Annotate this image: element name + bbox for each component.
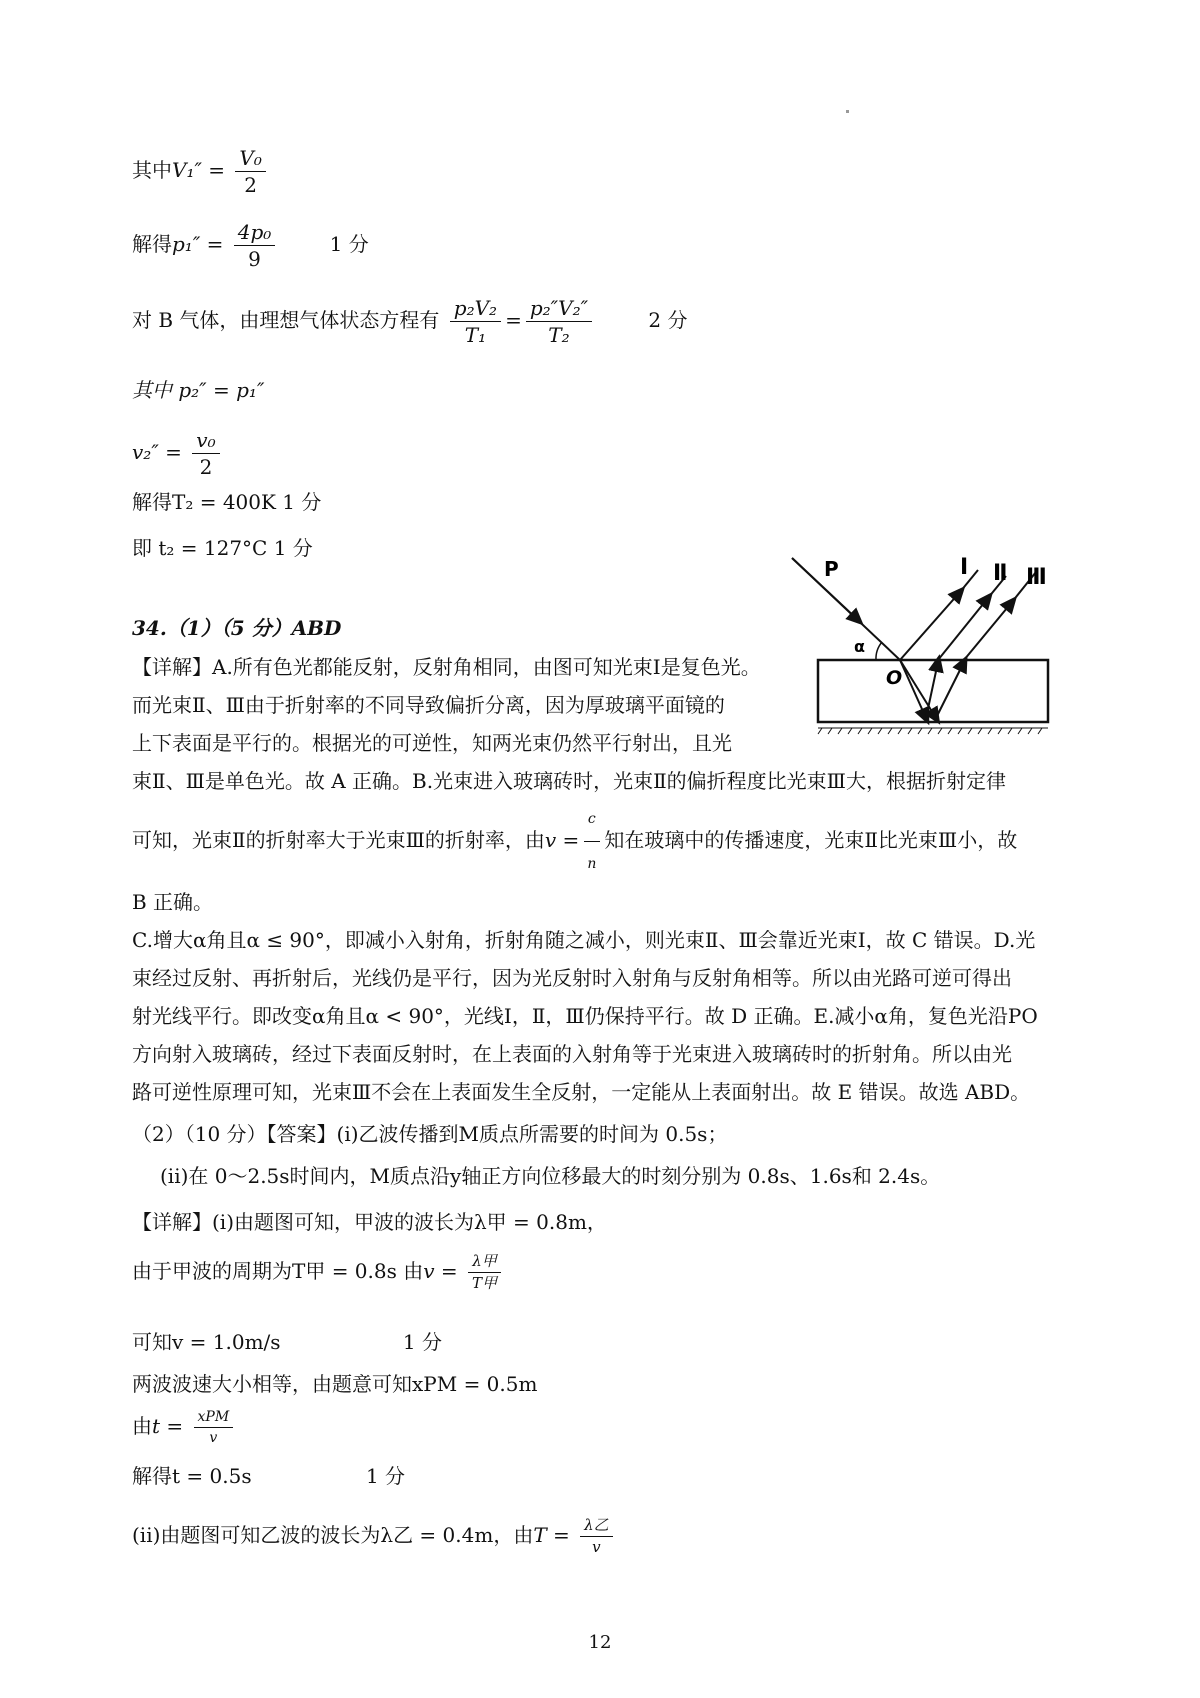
math-lhs: p₁″ = bbox=[172, 232, 224, 256]
part2-detail-4: 两波波速大小相等，由题意可知xPM = 0.5m bbox=[132, 1372, 538, 1396]
fraction bbox=[468, 1254, 501, 1291]
label-alpha: α bbox=[854, 637, 865, 656]
denominator: 2 bbox=[199, 455, 213, 479]
math-v: v = bbox=[544, 828, 580, 852]
page-number: 12 bbox=[588, 1632, 612, 1653]
q34-detail-full bbox=[132, 762, 1072, 1111]
part2-detail-6 bbox=[132, 1466, 405, 1486]
light-refraction-figure bbox=[788, 548, 1068, 748]
detail-line: 【详解】A.所有色光都能反射，反射角相同，由图可知光束I是复色光。 bbox=[132, 655, 761, 679]
fraction bbox=[192, 430, 219, 477]
fraction bbox=[235, 148, 265, 195]
equation-ideal-gas bbox=[132, 298, 688, 345]
numerator: λ甲 bbox=[468, 1254, 501, 1273]
ray-3 bbox=[964, 602, 1012, 660]
text: 解得t = 0.5s bbox=[132, 1464, 252, 1488]
detail-line: 束经过反射、再折射后，光线仍是平行，因为光反射时入射角与反射角相等。所以由光路可逆可得出 bbox=[132, 966, 1012, 990]
equation-p2: 其中 p₂″ = p₁″ bbox=[132, 378, 265, 402]
numerator: c bbox=[584, 800, 600, 842]
math-lhs: V₁″ = bbox=[172, 158, 226, 182]
alpha-arc bbox=[876, 642, 882, 660]
label-beam-2: Ⅱ bbox=[993, 561, 1008, 586]
score: 1 分 bbox=[329, 232, 369, 256]
text: (ii)由题图可知乙波的波长为λ乙 = 0.4m，由 bbox=[132, 1523, 534, 1547]
denominator: v bbox=[592, 1538, 601, 1556]
equation-v2 bbox=[132, 430, 224, 477]
stray-mark bbox=[846, 110, 849, 113]
part2-detail-2 bbox=[132, 1254, 505, 1291]
detail-line: 射光线平行。即改变α角且α < 90°，光线Ⅰ，Ⅱ，Ⅲ仍保持平行。故 D 正确。E.减小α角，复色光沿PO bbox=[132, 1004, 1038, 1028]
numerator: p₂″V₂″ bbox=[526, 298, 592, 322]
score: 2 分 bbox=[648, 308, 688, 332]
score: 1 分 bbox=[365, 1464, 406, 1488]
detail-line: C.增大α角且α ≤ 90°，即减小入射角，折射角随之减小，则光束Ⅱ、Ⅲ会靠近光束I，故 C 错误。D.光 bbox=[132, 928, 1036, 952]
part2-detail-7 bbox=[132, 1518, 617, 1555]
glass-base-hatching bbox=[818, 728, 1048, 734]
text: 可知v = 1.0m/s bbox=[132, 1330, 281, 1354]
numerator: v₀ bbox=[192, 430, 219, 454]
label-beam-3: Ⅲ bbox=[1026, 565, 1047, 590]
fraction bbox=[450, 298, 501, 345]
numerator: 4p₀ bbox=[234, 222, 276, 246]
denominator: n bbox=[587, 856, 597, 872]
equation-t2: 解得T₂ = 400K 1 分 bbox=[132, 490, 322, 514]
q34-detail-wrapped bbox=[132, 648, 792, 762]
text: 解得 bbox=[132, 232, 172, 256]
text: 对 B 气体，由理想气体状态方程有 bbox=[132, 308, 440, 332]
denominator: 2 bbox=[244, 173, 257, 197]
equation-p1 bbox=[132, 222, 369, 269]
denominator: v bbox=[209, 1430, 218, 1446]
fraction bbox=[583, 800, 600, 883]
text: 其中 bbox=[132, 158, 172, 182]
detail-line: B 正确。 bbox=[132, 890, 214, 914]
part2-answer-2: (ii)在 0～2.5s时间内，M质点沿y轴正方向位移最大的时刻分别为 0.8s、1.6s和 2.4s。 bbox=[160, 1164, 941, 1188]
detail-line: 束Ⅱ、Ⅲ是单色光。故 A 正确。B.光束进入玻璃砖时，光束Ⅱ的偏折程度比光束Ⅲ大，根据折射定律 bbox=[132, 769, 1006, 793]
math-t: t = bbox=[152, 1414, 184, 1438]
denominator: T₂ bbox=[548, 323, 570, 347]
detail-line: 路可逆性原理可知，光束Ⅲ不会在上表面发生全反射，一定能从上表面射出。故 E 错误。故选 ABD。 bbox=[132, 1080, 1031, 1104]
detail-line: 方向射入玻璃砖，经过下表面反射时，在上表面的入射角等于光束进入玻璃砖时的折射角。所以由光 bbox=[132, 1042, 1012, 1066]
math-lhs: v₂″ = bbox=[132, 440, 182, 464]
math-v: v = bbox=[423, 1259, 458, 1283]
fraction bbox=[526, 298, 592, 345]
part2-detail-5 bbox=[132, 1410, 237, 1445]
part2-answer-1: （2）（10 分）【答案】(i)乙波传播到M质点所需要的时间为 0.5s； bbox=[132, 1122, 728, 1146]
fraction bbox=[580, 1518, 613, 1555]
ray-1 bbox=[900, 592, 960, 660]
ray-refracted-2 bbox=[900, 660, 926, 718]
text: 由于甲波的周期为T甲 = 0.8s 由 bbox=[132, 1259, 424, 1283]
label-o: O bbox=[886, 667, 903, 689]
label-beam-1: Ⅰ bbox=[960, 555, 969, 580]
detail-line: 上下表面是平行的。根据光的可逆性，知两光束仍然平行射出，且光 bbox=[132, 731, 732, 755]
numerator: λ乙 bbox=[580, 1518, 613, 1537]
part2-detail-3 bbox=[132, 1332, 442, 1352]
score: 1 分 bbox=[402, 1330, 442, 1354]
text: 知在玻璃中的传播速度，光束Ⅱ比光束Ⅲ小，故 bbox=[604, 828, 1018, 852]
numerator: xPM bbox=[194, 1410, 234, 1428]
q34-heading: 34.（1）（5 分）ABD bbox=[132, 616, 342, 640]
denominator: T甲 bbox=[472, 1274, 498, 1292]
equation-celsius: 即 t₂ = 127°C 1 分 bbox=[132, 536, 313, 560]
label-p: P bbox=[824, 557, 839, 581]
denominator: 9 bbox=[248, 247, 261, 271]
equation-v1 bbox=[132, 148, 270, 195]
fraction bbox=[194, 1410, 234, 1445]
numerator: V₀ bbox=[235, 148, 265, 172]
text: 由 bbox=[132, 1414, 152, 1438]
math-t: T = bbox=[533, 1523, 570, 1547]
ray-refracted-3 bbox=[900, 660, 936, 718]
numerator: p₂V₂ bbox=[450, 298, 501, 322]
detail-line bbox=[132, 800, 1072, 883]
part2-detail-1: 【详解】(i)由题图可知，甲波的波长为λ甲 = 0.8m， bbox=[132, 1210, 607, 1234]
detail-line: 而光束Ⅱ、Ⅲ由于折射率的不同导致偏折分离，因为厚玻璃平面镜的 bbox=[132, 693, 725, 717]
text: 可知，光束Ⅱ的折射率大于光束Ⅲ的折射率，由 bbox=[132, 828, 545, 852]
fraction bbox=[234, 222, 276, 269]
equals: = bbox=[505, 308, 522, 332]
denominator: T₁ bbox=[464, 323, 487, 347]
